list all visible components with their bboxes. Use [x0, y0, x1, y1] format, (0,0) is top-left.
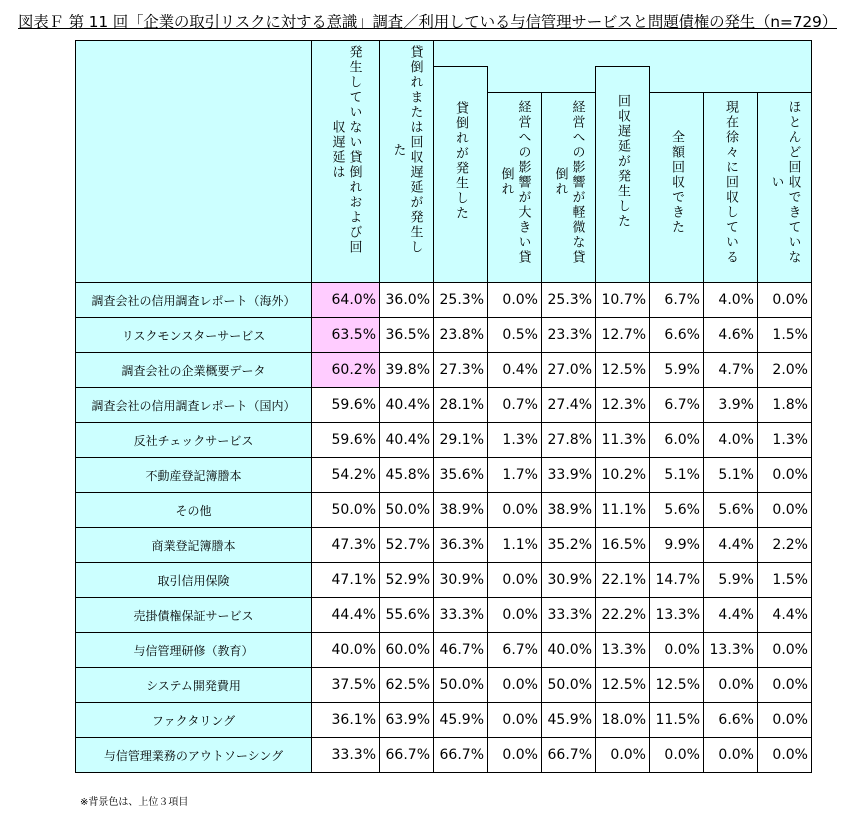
table-cell: 36.1%	[312, 703, 380, 738]
table-cell: 0.0%	[704, 668, 758, 703]
table-cell: 1.1%	[488, 528, 542, 563]
table-cell: 52.7%	[380, 528, 434, 563]
table-cell: 4.0%	[704, 283, 758, 318]
table-cell: 6.7%	[650, 388, 704, 423]
table-cell: 30.9%	[542, 563, 596, 598]
header-delay: 回収遅延が発生した	[596, 67, 650, 283]
table-cell: 35.6%	[434, 458, 488, 493]
header-bad-debt: 貸倒れが発生した	[434, 67, 488, 283]
table-cell: 0.0%	[488, 703, 542, 738]
table-row	[76, 423, 812, 458]
table-cell: 5.6%	[704, 493, 758, 528]
table-cell: 6.6%	[650, 318, 704, 353]
title-main: 図表Ｆ 第 11 回「企業の取引リスクに対する意識」調査／利用している与信管理サービスと問題債権の発生	[18, 13, 755, 31]
table-cell: 13.3%	[650, 598, 704, 633]
table-cell: 40.0%	[542, 633, 596, 668]
data-table	[75, 40, 812, 773]
header-no-recovery: ほとんど回収できていない	[758, 93, 812, 283]
table-row	[76, 318, 812, 353]
table-cell: 1.5%	[758, 318, 812, 353]
table-cell: 6.7%	[488, 633, 542, 668]
table-cell: 59.6%	[312, 388, 380, 423]
row-label: 不動産登記簿謄本	[76, 458, 312, 493]
table-cell: 25.3%	[434, 283, 488, 318]
table-cell: 38.9%	[434, 493, 488, 528]
table-cell: 27.8%	[542, 423, 596, 458]
table-cell: 66.7%	[434, 738, 488, 773]
table-cell: 47.1%	[312, 563, 380, 598]
table-cell: 5.1%	[704, 458, 758, 493]
table-cell: 27.3%	[434, 353, 488, 388]
table-cell: 12.5%	[596, 668, 650, 703]
table-cell: 36.3%	[434, 528, 488, 563]
table-row	[76, 633, 812, 668]
table-cell: 44.4%	[312, 598, 380, 633]
table-cell: 1.3%	[488, 423, 542, 458]
table-cell: 4.6%	[704, 318, 758, 353]
table-cell: 23.8%	[434, 318, 488, 353]
table-cell: 30.9%	[434, 563, 488, 598]
table-row	[76, 283, 812, 318]
table-cell: 6.0%	[650, 423, 704, 458]
table-cell: 33.3%	[542, 598, 596, 633]
table-cell: 40.4%	[380, 423, 434, 458]
table-cell: 10.7%	[596, 283, 650, 318]
table-cell: 0.0%	[758, 458, 812, 493]
table-cell: 12.5%	[596, 353, 650, 388]
table-cell: 2.0%	[758, 353, 812, 388]
title-sample-size: （n=729）	[755, 13, 837, 31]
table-cell: 45.9%	[434, 703, 488, 738]
table-cell: 28.1%	[434, 388, 488, 423]
footnote: ※背景色は、上位３項目	[80, 797, 189, 808]
table-cell: 12.3%	[596, 388, 650, 423]
table-cell: 11.5%	[650, 703, 704, 738]
table-cell: 9.9%	[650, 528, 704, 563]
table-cell: 37.5%	[312, 668, 380, 703]
table-cell: 22.1%	[596, 563, 650, 598]
table-body	[76, 283, 812, 773]
table-cell: 36.5%	[380, 318, 434, 353]
table-cell: 4.4%	[758, 598, 812, 633]
table-cell: 45.9%	[542, 703, 596, 738]
table-cell: 40.0%	[312, 633, 380, 668]
row-label: 調査会社の信用調査レポート（国内）	[76, 388, 312, 423]
table-cell: 0.0%	[758, 633, 812, 668]
table-row	[76, 668, 812, 703]
header-corner	[76, 41, 312, 283]
table-cell: 0.0%	[758, 493, 812, 528]
table-row	[76, 703, 812, 738]
table-cell: 1.7%	[488, 458, 542, 493]
table-cell: 10.2%	[596, 458, 650, 493]
table-row	[76, 458, 812, 493]
table-cell: 4.4%	[704, 598, 758, 633]
table-cell: 0.0%	[650, 738, 704, 773]
table-cell: 0.7%	[488, 388, 542, 423]
table-cell: 0.0%	[488, 283, 542, 318]
row-label: 取引信用保険	[76, 563, 312, 598]
table-cell: 3.9%	[704, 388, 758, 423]
table-cell: 52.9%	[380, 563, 434, 598]
table-cell: 50.0%	[542, 668, 596, 703]
table-cell: 0.5%	[488, 318, 542, 353]
table-cell: 0.0%	[758, 283, 812, 318]
table-cell: 33.9%	[542, 458, 596, 493]
row-label: 売掛債権保証サービス	[76, 598, 312, 633]
table-cell: 5.6%	[650, 493, 704, 528]
row-label: 反社チェックサービス	[76, 423, 312, 458]
table-cell: 0.0%	[758, 738, 812, 773]
table-cell: 0.0%	[758, 668, 812, 703]
header-problem: 貸倒れまたは回収遅延が発生した	[380, 41, 434, 283]
table-cell: 6.7%	[650, 283, 704, 318]
table-cell: 45.8%	[380, 458, 434, 493]
table-cell: 0.0%	[704, 738, 758, 773]
table-cell: 4.0%	[704, 423, 758, 458]
table-cell: 0.4%	[488, 353, 542, 388]
table-cell: 5.1%	[650, 458, 704, 493]
table-cell: 12.7%	[596, 318, 650, 353]
table-cell: 50.0%	[312, 493, 380, 528]
row-label: 調査会社の企業概要データ	[76, 353, 312, 388]
table-row	[76, 738, 812, 773]
table-cell: 25.3%	[542, 283, 596, 318]
table-cell: 33.3%	[312, 738, 380, 773]
table-cell: 55.6%	[380, 598, 434, 633]
table-cell: 50.0%	[380, 493, 434, 528]
table-cell: 23.3%	[542, 318, 596, 353]
table-cell: 63.9%	[380, 703, 434, 738]
row-label: システム開発費用	[76, 668, 312, 703]
table-cell: 1.5%	[758, 563, 812, 598]
table-cell: 11.1%	[596, 493, 650, 528]
table-cell: 54.2%	[312, 458, 380, 493]
table-cell: 5.9%	[650, 353, 704, 388]
table-cell: 66.7%	[380, 738, 434, 773]
table-cell: 39.8%	[380, 353, 434, 388]
header-delay-group	[650, 67, 812, 93]
row-label: 与信管理研修（教育）	[76, 633, 312, 668]
table-cell: 50.0%	[434, 668, 488, 703]
table-row	[76, 563, 812, 598]
table-cell: 22.2%	[596, 598, 650, 633]
header-no-problem: 発生していない貸倒れおよび回収遅延は	[312, 41, 380, 283]
table-cell: 0.0%	[596, 738, 650, 773]
row-label: 調査会社の信用調査レポート（海外）	[76, 283, 312, 318]
table-cell: 27.0%	[542, 353, 596, 388]
table-cell: 29.1%	[434, 423, 488, 458]
table-cell: 16.5%	[596, 528, 650, 563]
table-cell: 38.9%	[542, 493, 596, 528]
table-cell: 33.3%	[434, 598, 488, 633]
table-cell: 1.8%	[758, 388, 812, 423]
table-cell: 0.0%	[758, 703, 812, 738]
table-cell: 14.7%	[650, 563, 704, 598]
table-cell: 40.4%	[380, 388, 434, 423]
table-cell: 64.0%	[312, 283, 380, 318]
table-cell: 59.6%	[312, 423, 380, 458]
table-cell: 11.3%	[596, 423, 650, 458]
table-cell: 60.2%	[312, 353, 380, 388]
row-label: ファクタリング	[76, 703, 312, 738]
table-cell: 0.0%	[488, 598, 542, 633]
row-label: 与信管理業務のアウトソーシング	[76, 738, 312, 773]
header-group-blank	[434, 41, 812, 67]
table-row	[76, 528, 812, 563]
table-cell: 60.0%	[380, 633, 434, 668]
table-cell: 12.5%	[650, 668, 704, 703]
header-full-recovery: 全額回収できた	[650, 93, 704, 283]
table-cell: 4.7%	[704, 353, 758, 388]
table-row	[76, 598, 812, 633]
table-cell: 35.2%	[542, 528, 596, 563]
table-cell: 0.0%	[650, 633, 704, 668]
table-cell: 46.7%	[434, 633, 488, 668]
table-cell: 18.0%	[596, 703, 650, 738]
table-cell: 6.6%	[704, 703, 758, 738]
header-small-impact: 経営への影響が軽微な貸倒れ	[542, 93, 596, 283]
table-cell: 5.9%	[704, 563, 758, 598]
table-cell: 0.0%	[488, 668, 542, 703]
table-cell: 4.4%	[704, 528, 758, 563]
table-cell: 13.3%	[704, 633, 758, 668]
table-cell: 13.3%	[596, 633, 650, 668]
header-gradual-recovery: 現在徐々に回収している	[704, 93, 758, 283]
row-label: その他	[76, 493, 312, 528]
table-cell: 27.4%	[542, 388, 596, 423]
table-row	[76, 353, 812, 388]
header-large-impact: 経営への影響が大きい貸倒れ	[488, 93, 542, 283]
table-row	[76, 388, 812, 423]
table-cell: 36.0%	[380, 283, 434, 318]
table-cell: 1.3%	[758, 423, 812, 458]
table-cell: 62.5%	[380, 668, 434, 703]
table-cell: 0.0%	[488, 563, 542, 598]
table-cell: 0.0%	[488, 738, 542, 773]
table-cell: 47.3%	[312, 528, 380, 563]
chart-title	[18, 10, 837, 32]
table-cell: 0.0%	[488, 493, 542, 528]
row-label: リスクモンスターサービス	[76, 318, 312, 353]
table-cell: 2.2%	[758, 528, 812, 563]
table-cell: 66.7%	[542, 738, 596, 773]
table-row	[76, 493, 812, 528]
table-cell: 63.5%	[312, 318, 380, 353]
row-label: 商業登記簿謄本	[76, 528, 312, 563]
header-bad-debt-group	[488, 67, 596, 93]
